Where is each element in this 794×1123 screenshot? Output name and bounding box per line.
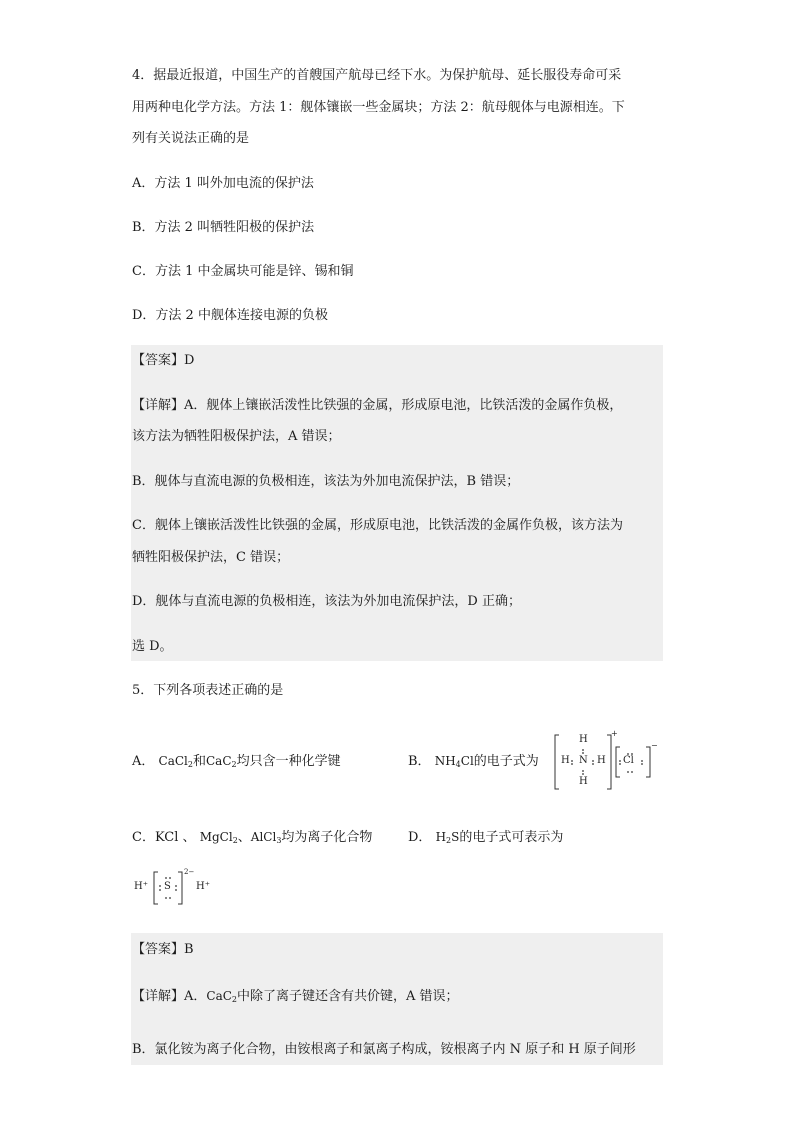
option-d-label: D． — [408, 830, 432, 845]
q4-detail-2: 该方法为牺牲阳极保护法，A 错误； — [132, 429, 341, 444]
detail-a-prefix: 【详解】A． — [132, 989, 207, 1004]
q4-detail-1: 【详解】A．舰体上镶嵌活泼性比铁强的金属，形成原电池，比铁活泼的金属作负极， — [132, 398, 623, 413]
h2s-h-right: H⁺ — [196, 881, 210, 892]
q5-stem: 5．下列各项表述正确的是 — [132, 683, 284, 698]
q5-answer: 【答案】B — [132, 942, 194, 957]
option-d-tail: 的电子式可表示为 — [459, 830, 564, 845]
q4-detail-6: D．舰体与直流电源的负极相连，该法为外加电流保护法，D 正确； — [132, 594, 521, 609]
nh4-h-right: H — [597, 755, 606, 766]
detail-a-tail: 中除了离子键还含有共价键，A 错误； — [237, 989, 459, 1004]
q4-detail-7: 选 D。 — [132, 639, 173, 654]
alcl3-formula: AlCl$_3$ — [250, 830, 282, 845]
q5-detail-a — [132, 986, 459, 1010]
q4-detail-4: C．舰体上镶嵌活泼性比铁强的金属，形成原电池，比铁活泼的金属作负极，该方法为 — [132, 518, 623, 533]
q4-detail-5: 牺牲阳极保护法，C 错误； — [132, 550, 290, 565]
h2s-formula: $H_2S$ — [435, 830, 460, 845]
nh4-h-bottom: H — [579, 776, 588, 787]
q5-option-a — [132, 751, 341, 775]
q4-option-a: A．方法 1 叫外加电流的保护法 — [132, 176, 314, 191]
separator-text: 、 — [237, 830, 251, 845]
option-b-label: B． — [408, 754, 431, 769]
cac2-formula: CaC$_2$ — [206, 754, 237, 769]
h2s-s: S — [164, 881, 171, 892]
cacl2-formula: CaCl$_2$ — [158, 754, 193, 769]
q4-answer: 【答案】D — [132, 353, 195, 368]
q4-option-c: C．方法 1 中金属块可能是锌、锡和铜 — [132, 264, 354, 279]
cac2-formula-detail: CaC$_2$ — [206, 989, 238, 1004]
q4-stem-line-3: 列有关说法正确的是 — [132, 131, 250, 146]
option-a-label: A． — [132, 754, 155, 769]
h2s-charge: 2− — [184, 868, 195, 876]
q4-stem-line-2: 用两种电化学方法。方法 1：舰体镶嵌一些金属块；方法 2：航母舰体与电源相连。下 — [132, 100, 625, 115]
option-a-tail: 均只含一种化学键 — [236, 754, 341, 769]
q5-detail-b: B．氯化铵为离子化合物，由铵根离子和氯离子构成，铵根离子内 N 原子和 H 原子间形 — [132, 1042, 636, 1057]
q4-solution-panel — [131, 345, 663, 661]
q4-option-b: B．方法 2 叫牺牲阳极的保护法 — [132, 220, 315, 235]
option-c-tail: 均为离子化合物 — [281, 830, 373, 845]
option-c-label: C．KCl 、 — [132, 830, 196, 845]
nh4-h-left: H — [561, 755, 570, 766]
q5-option-c — [132, 827, 372, 851]
nh4cl-lewis-structure — [553, 729, 663, 791]
q4-option-d: D．方法 2 中舰体连接电源的负极 — [132, 308, 328, 323]
h2s-lewis-structure — [134, 868, 224, 908]
q4-stem-line-1: 4．据最近报道，中国生产的首艘国产航母已经下水。为保护航母、延长服役寿命可采 — [132, 68, 622, 83]
and-text: 和 — [192, 754, 206, 769]
nh4-charge: + — [611, 729, 618, 738]
q5-option-b — [408, 751, 539, 775]
nh4-h-top: H — [579, 734, 588, 745]
nh4-n: N — [579, 755, 588, 766]
mgcl2-formula: MgCl$_2$ — [199, 830, 238, 845]
h2s-h-left: H⁺ — [134, 881, 148, 892]
nh4cl-formula: $NH_4Cl$ — [434, 754, 474, 769]
q5-option-d — [408, 827, 563, 851]
cl-charge: − — [651, 741, 658, 750]
q4-detail-3: B．舰体与直流电源的负极相连，该法为外加电流保护法，B 错误； — [132, 474, 520, 489]
option-b-tail: 的电子式为 — [473, 754, 539, 769]
cl-symbol: Cl — [623, 755, 634, 766]
